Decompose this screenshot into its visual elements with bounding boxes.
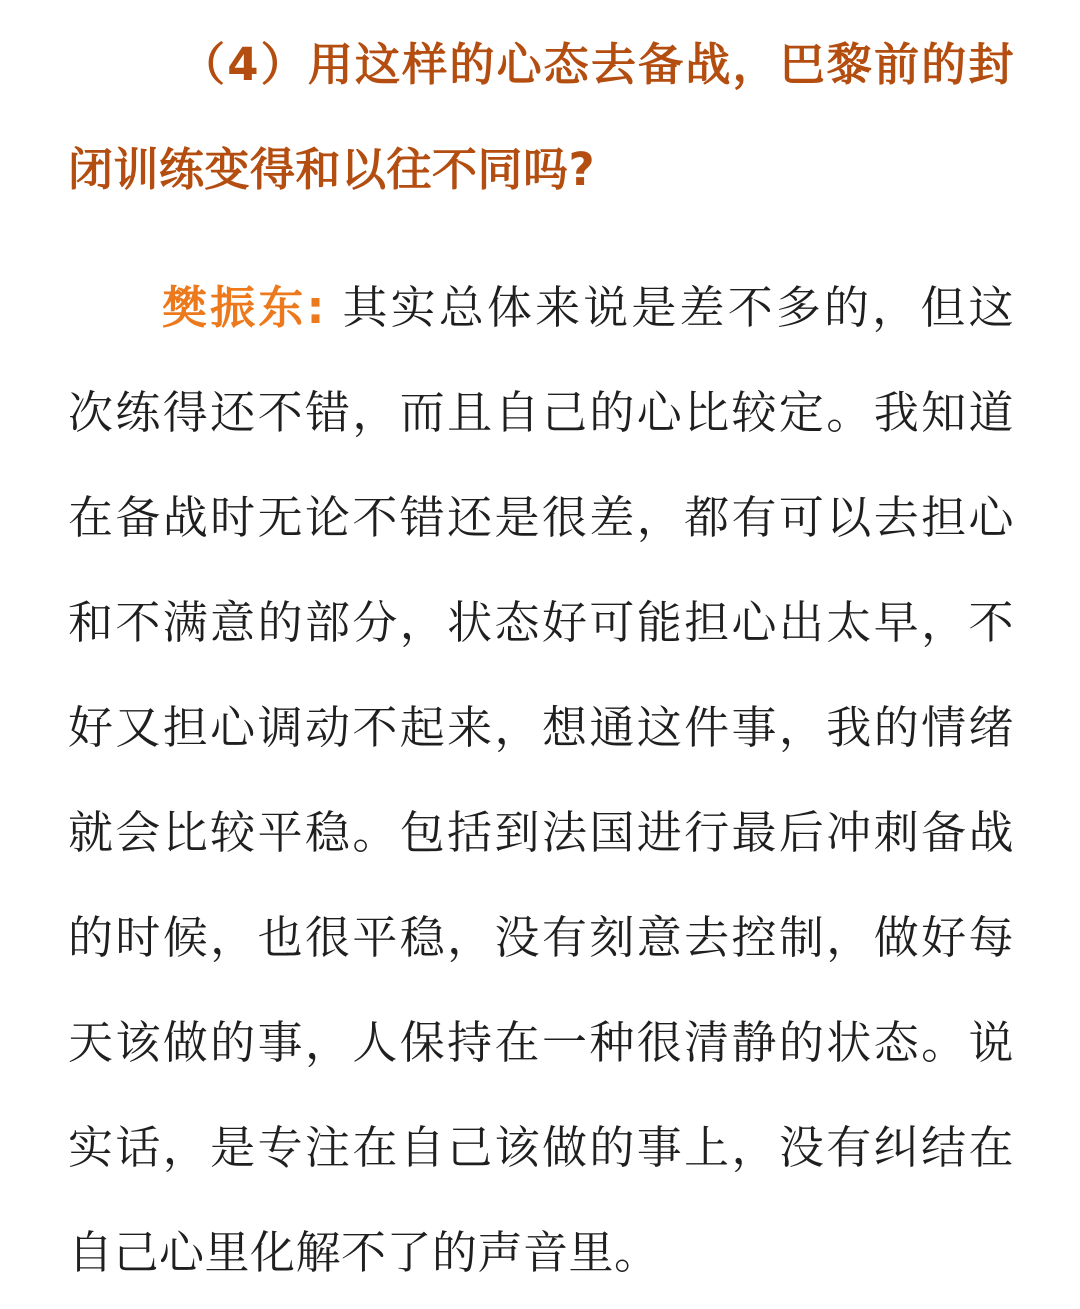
article-content <box>68 12 1014 1305</box>
speaker-name: 樊振东: <box>162 281 325 334</box>
answer-text: 其实总体来说是差不多的，但这次练得还不错，而且自己的心比较定。我知道在备战时无论不错还是很差，都有可以去担心和不满意的部分，状态好可能担心出太早，不好又担心调动不起来，想通这件事，我的情绪就会比较平稳。包括到法国进行最后冲刺备战的时候，也很平稳，没有刻意去控制，做好每天该做的事，人保持在一种很清静的状态。说实话，是专注在自己该做的事上，没有纠结在自己心里化解不了的声音里。 <box>68 281 1015 1279</box>
interview-question: （4）用这样的心态去备战，巴黎前的封闭训练变得和以往不同吗? <box>68 38 1014 196</box>
interview-answer <box>68 255 1014 1305</box>
